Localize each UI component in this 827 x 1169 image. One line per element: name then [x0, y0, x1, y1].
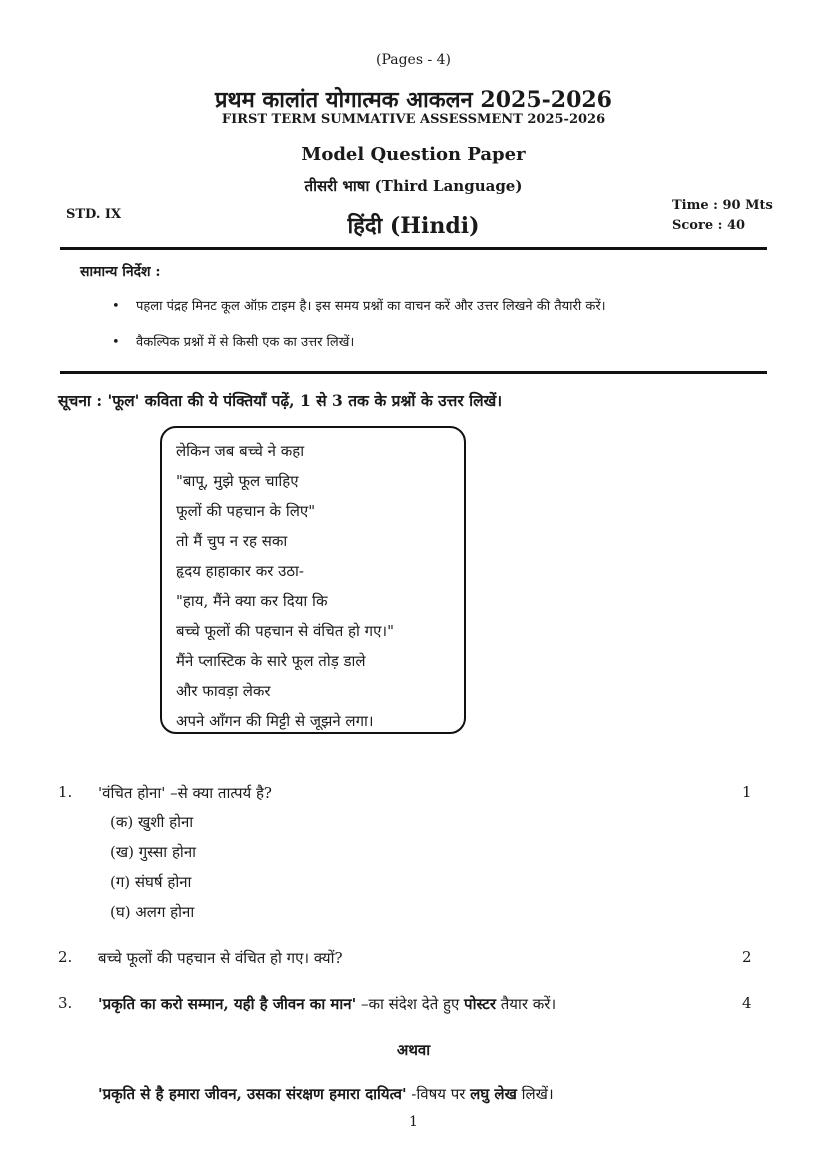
- question-3-slogan: 'प्रकृति का करो सम्मान, यही है जीवन का मान': [98, 995, 357, 1013]
- or-label: अथवा: [396, 1041, 431, 1059]
- time-score-block: [672, 196, 773, 236]
- question-1-text: 'वंचित होना' –से क्या तात्पर्य है?: [98, 784, 272, 802]
- question-3-alternative-text: 'प्रकृति से है हमारा जीवन, उसका संरक्षण हमारा दायित्व' -विषय पर लघु लेख लिखें।: [98, 1085, 554, 1103]
- question-1-marks: 1: [742, 783, 752, 801]
- poem-line: लेकिन जब बच्चे ने कहा: [176, 442, 305, 460]
- question-3-marks: 4: [742, 994, 752, 1012]
- bullet-icon: •: [112, 299, 120, 314]
- poem-line: हृदय हाहाकार कर उठा-: [176, 562, 305, 580]
- question-3-alt-task-word: लघु लेख: [470, 1085, 517, 1103]
- poem-line: और फावड़ा लेकर: [176, 682, 271, 700]
- question-3-task-word: पोस्टर: [464, 995, 496, 1013]
- poem-line: मैंने प्लास्टिक के सारे फूल तोड़ डाले: [176, 652, 366, 670]
- poem-box: [160, 426, 466, 734]
- exam-title-hindi: प्रथम कालांत योगात्मक आकलन 2025-2026: [215, 87, 612, 113]
- exam-title-english: FIRST TERM SUMMATIVE ASSESSMENT 2025-2026: [221, 112, 606, 127]
- notice-text: सूचना : 'फूल' कविता की ये पंक्तियाँ पढ़ें, 1 से 3 तक के प्रश्नों के उत्तर लिखें।: [58, 391, 503, 410]
- question-1-option-c: (ग) संघर्ष होना: [110, 873, 192, 891]
- question-2-text: बच्चे फूलों की पहचान से वंचित हो गए। क्यों?: [98, 949, 343, 967]
- subject-title: हिंदी (Hindi): [347, 213, 480, 239]
- question-1-number: 1.: [58, 783, 73, 801]
- poem-line: फूलों की पहचान के लिए": [176, 502, 316, 520]
- instructions-divider: [60, 371, 767, 374]
- header-divider: [60, 247, 767, 250]
- standard-label: STD. IX: [66, 207, 122, 222]
- poem-line: तो मैं चुप न रह सका: [176, 532, 288, 550]
- poem-line: अपने आँगन की मिट्टी से जूझने लगा।: [176, 712, 374, 730]
- question-3-number: 3.: [58, 994, 73, 1012]
- poem-line: "बापू, मुझे फूल चाहिए: [176, 472, 299, 490]
- poem-line: बच्चे फूलों की पहचान से वंचित हो गए।": [176, 622, 394, 640]
- paper-type: Model Question Paper: [301, 144, 526, 165]
- instruction-item: • वैकल्पिक प्रश्नों में से किसी एक का उत्तर लिखें।: [112, 335, 355, 350]
- question-3-text: 'प्रकृति का करो सम्मान, यही है जीवन का मान' –का संदेश देते हुए पोस्टर तैयार करें।: [98, 995, 557, 1013]
- instruction-item: • पहला पंद्रह मिनट कूल ऑफ़ टाइम है। इस समय प्रश्नों का वाचन करें और उत्तर लिखने की तैयारी करें।: [112, 299, 606, 314]
- time-label: Time : 90 Mts: [672, 198, 773, 213]
- score-label: Score : 40: [672, 218, 746, 233]
- question-1-option-d: (घ) अलग होना: [110, 903, 195, 921]
- question-2-number: 2.: [58, 948, 73, 966]
- page-count: (Pages - 4): [375, 52, 452, 68]
- language-level: तीसरी भाषा (Third Language): [304, 177, 523, 195]
- question-1-option-a: (क) खुशी होना: [110, 813, 194, 831]
- poem-line: "हाय, मैंने क्या कर दिया कि: [176, 592, 328, 610]
- instructions-heading: सामान्य निर्देश :: [80, 264, 161, 280]
- page-number: 1: [409, 1114, 418, 1130]
- question-3-alt-topic: 'प्रकृति से है हमारा जीवन, उसका संरक्षण हमारा दायित्व': [98, 1085, 407, 1103]
- bullet-icon: •: [112, 335, 120, 350]
- question-2-marks: 2: [742, 948, 752, 966]
- question-1-option-b: (ख) गुस्सा होना: [110, 843, 197, 861]
